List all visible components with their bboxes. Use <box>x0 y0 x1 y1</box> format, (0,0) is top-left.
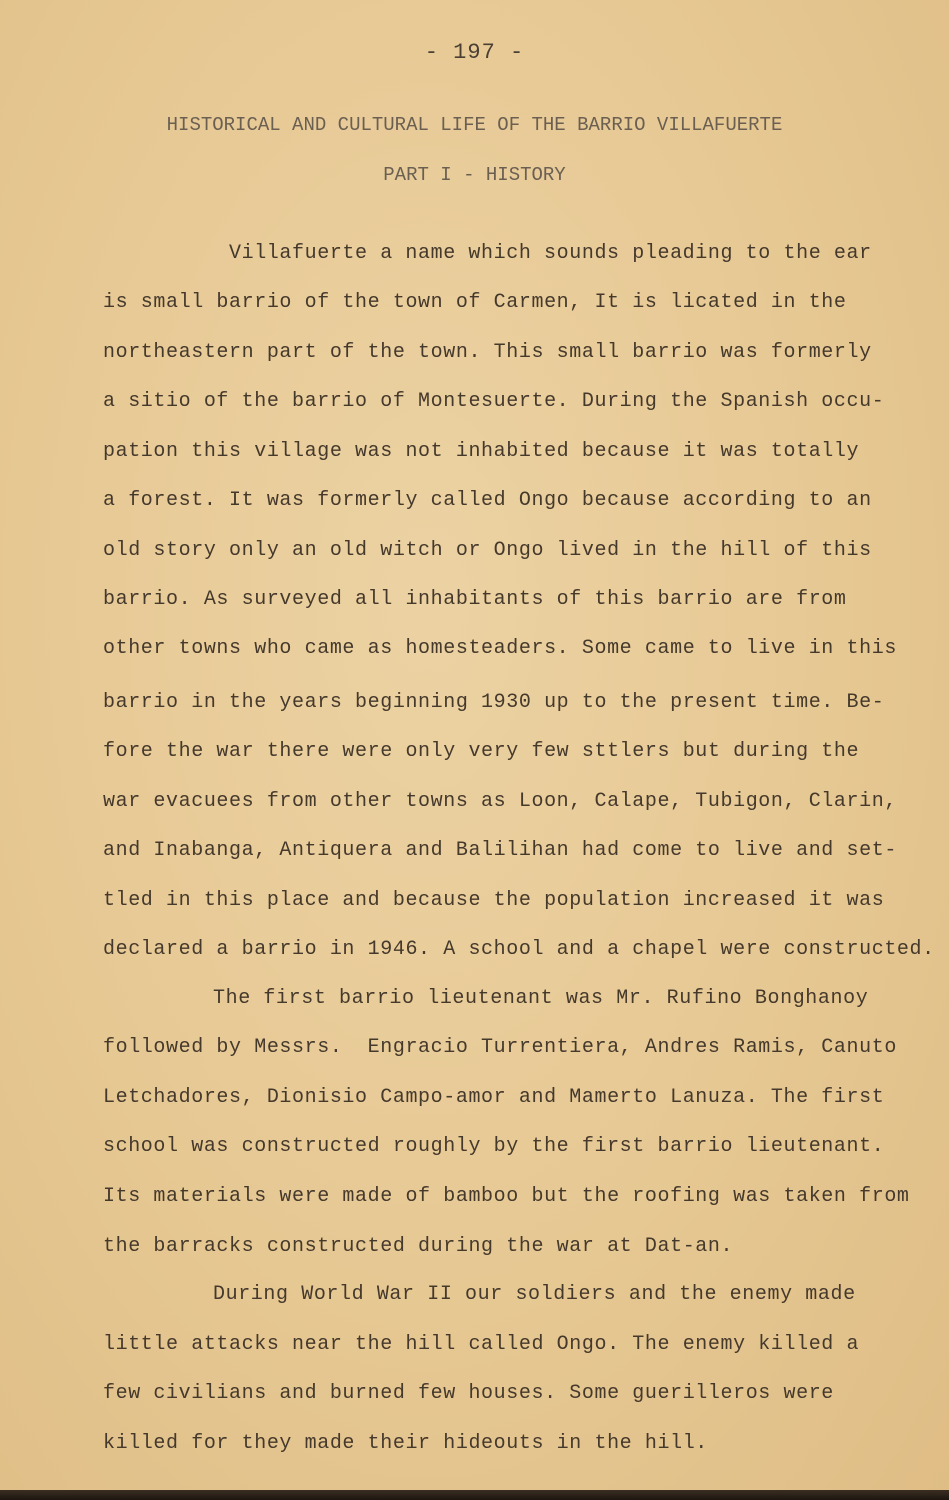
text-line: a sitio of the barrio of Montesuerte. During the Spanish occu- <box>103 390 885 413</box>
text-line: other towns who came as homesteaders. Some came to live in this <box>103 637 897 660</box>
text-line: old story only an old witch or Ongo lived in the hill of this <box>103 539 872 562</box>
text-line: few civilians and burned few houses. Some guerilleros were <box>103 1382 834 1405</box>
text-line: The first barrio lieutenant was Mr. Rufino Bonghanoy <box>213 987 869 1010</box>
text-line: Villafuerte a name which sounds pleading to the ear <box>229 242 872 265</box>
text-line: little attacks near the hill called Ongo. The enemy killed a <box>103 1333 860 1356</box>
text-line: barrio. As surveyed all inhabitants of this barrio are from <box>103 588 847 611</box>
document-title: HISTORICAL AND CULTURAL LIFE OF THE BARRIO VILLAFUERTE <box>166 114 783 136</box>
text-line: is small barrio of the town of Carmen, It is licated in the <box>103 291 847 314</box>
text-line: pation this village was not inhabited because it was totally <box>103 440 860 463</box>
section-heading: PART I - HISTORY <box>383 164 566 186</box>
text-line: school was constructed roughly by the first barrio lieutenant. <box>103 1135 885 1158</box>
text-line: the barracks constructed during the war at Dat-an. <box>103 1235 734 1258</box>
text-line: During World War II our soldiers and the enemy made <box>213 1283 856 1306</box>
page-bottom-edge <box>0 1490 949 1500</box>
text-line: declared a barrio in 1946. A school and a chapel were constructed. <box>103 938 935 961</box>
text-line: a forest. It was formerly called Ongo because according to an <box>103 489 872 512</box>
text-line: followed by Messrs. Engracio Turrentiera, Andres Ramis, Canuto <box>103 1036 897 1059</box>
text-line: tled in this place and because the population increased it was <box>103 889 885 912</box>
text-line: Letchadores, Dionisio Campo-amor and Mamerto Lanuza. The first <box>103 1086 885 1109</box>
text-line: barrio in the years beginning 1930 up to the present time. Be- <box>103 691 885 714</box>
text-line: northeastern part of the town. This small barrio was formerly <box>103 341 872 364</box>
text-line: and Inabanga, Antiquera and Balilihan had come to live and set- <box>103 839 897 862</box>
page-number: - 197 - <box>424 40 525 65</box>
text-line: Its materials were made of bamboo but the roofing was taken from <box>103 1185 910 1208</box>
text-line: fore the war there were only very few sttlers but during the <box>103 740 860 763</box>
text-line: war evacuees from other towns as Loon, Calape, Tubigon, Clarin, <box>103 790 897 813</box>
text-line: killed for they made their hideouts in the hill. <box>103 1432 708 1455</box>
